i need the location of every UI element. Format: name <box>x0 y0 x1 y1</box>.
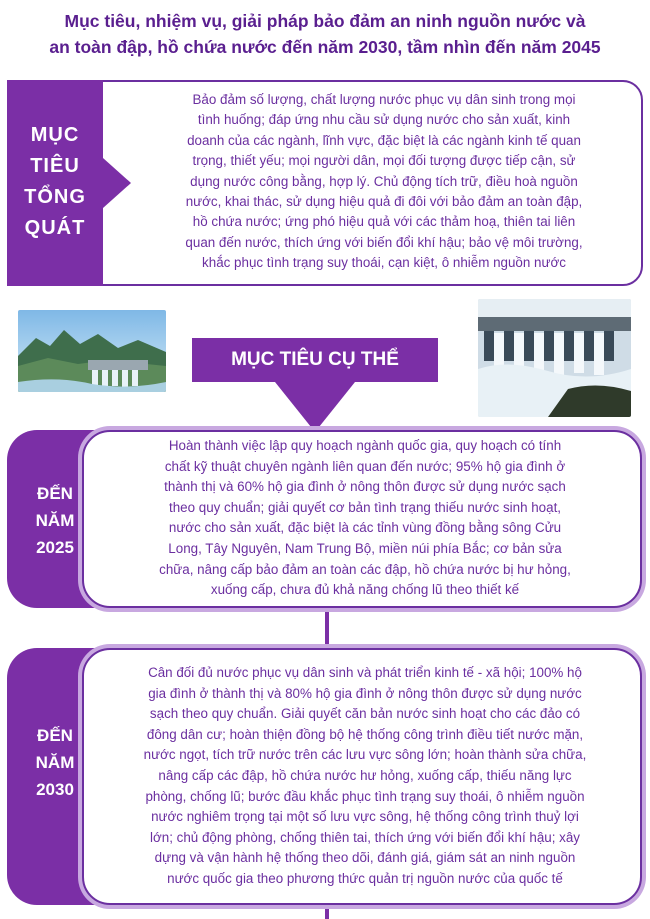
text-line: Bảo đảm số lượng, chất lượng nước phục vụ dân sinh trong mọi <box>192 92 576 107</box>
title-line-1: Mục tiêu, nhiệm vụ, giải pháp bảo đảm an ninh nguồn nước và <box>64 11 586 31</box>
text-line: dựng và vận hành hệ thống theo dõi, đánh giá, giám sát an ninh nguồn <box>154 850 576 866</box>
label-line: TIÊU <box>30 155 80 177</box>
stage-2030-label <box>7 722 103 803</box>
text-line: gia đình ở thành thị và 80% hộ gia đình ở nông thôn được sử dụng nước <box>148 685 582 701</box>
general-objective-arrow <box>103 158 131 208</box>
text-line: theo quy chuẩn; giải quyết cơ bản tình trạng thiếu nước sinh hoạt, <box>168 499 562 515</box>
text-line: chữa, nâng cấp bảo đảm an toàn các đập, hồ chứa nước bị hư hỏng, <box>159 561 571 577</box>
text-line: Hoàn thành việc lập quy hoạch ngành quốc gia, quy hoạch có tính <box>168 438 562 453</box>
stage-2025-label <box>7 480 103 561</box>
stage-2025-text <box>100 436 630 601</box>
specific-objectives-arrow <box>275 382 355 432</box>
general-objective-text <box>140 90 628 274</box>
text-line: nước quốc gia theo phương thức quản trị nguồn nước của quốc tế <box>167 870 563 886</box>
text-line: nước ngọt, tích trữ nước trên các lưu vực sông lớn; hoàn thành sửa chữa, <box>143 747 587 763</box>
text-line: xuống cấp, chưa đủ khả năng chống lũ theo thiết kế <box>210 582 520 598</box>
label-line: QUÁT <box>24 217 86 239</box>
text-line: sạch theo quy chuẩn. Giải quyết căn bản nước sinh hoạt cho các đảo có <box>149 706 581 722</box>
text-line: doanh của các ngành, lĩnh vực, đặc biệt là các ngành kinh tế quan <box>187 132 581 148</box>
label-line: TỔNG <box>24 186 86 208</box>
text-line: khắc phục tình trạng suy thoái, cạn kiệt, ô nhiễm nguồn nước <box>202 255 566 271</box>
text-line: lớn; chủ động phòng, chống thiên tai, thích ứng với biến đổi khí hậu; xây <box>149 829 581 845</box>
timeline-connector <box>325 905 329 919</box>
text-line: trọng, thiết yếu; mọi người dân, mọi đối tượng được tiếp cận, sử <box>192 153 576 169</box>
label-line: ĐẾN <box>37 484 73 503</box>
text-line: thành thị và 60% hộ gia đình ở nông thôn được sử dụng nước sạch <box>164 479 566 495</box>
title-line-2: an toàn đập, hồ chứa nước đến năm 2030, tầm nhìn đến năm 2045 <box>49 37 601 57</box>
text-line: nước nghiêm trọng tại một số lưu vực sông, hệ thống công trình thuỷ lợi <box>151 809 579 825</box>
general-objective-label <box>7 120 103 244</box>
text-line: tình huống; đáp ứng nhu cầu sử dụng nước cho sản xuất, kinh <box>197 112 571 128</box>
timeline-connector <box>325 608 329 648</box>
text-line: đông dân cư; hoàn thiện đồng bộ hệ thống công trình điều tiết nước mặn, <box>146 726 584 742</box>
label-line: NĂM <box>35 511 75 530</box>
text-line: nước, khai thác, sử dụng hiệu quả đi đôi với bảo đảm an toàn đập, <box>185 194 583 210</box>
label-line: MỤC <box>30 124 80 146</box>
text-line: phòng, chống lũ; bước đầu khắc phục tình trạng suy thoái, ô nhiễm nguồn <box>145 788 585 804</box>
text-line: hồ chứa nước; ứng phó hiệu quả với các thảm hoạ, thiên tai liên <box>192 214 576 230</box>
label-line: 2030 <box>36 780 74 799</box>
text-line: Long, Tây Nguyên, Nam Trung Bộ, miền núi phía Bắc; cơ bản sửa <box>168 540 562 556</box>
text-line: dụng nước công bằng, hợp lý. Chủ động tích trữ, điều hoà nguồn <box>190 173 578 189</box>
dam-photo-left <box>18 310 166 392</box>
text-line: nâng cấp các đập, hồ chứa nước hư hỏng, xuống cấp, thiếu năng lực <box>158 767 572 783</box>
stage-2030-text <box>100 663 630 890</box>
dam-photo-right <box>478 299 631 417</box>
text-line: nước cho sản xuất, đặc biệt là các tỉnh vùng đồng bằng sông Cửu <box>168 520 562 536</box>
text-line: chất kỹ thuật chuyên ngành liên quan đến nước; 95% hộ gia đình ở <box>164 458 566 474</box>
page-title <box>0 8 650 60</box>
label-line: 2025 <box>36 538 74 557</box>
label-line: NĂM <box>35 753 75 772</box>
label-line: ĐẾN <box>37 726 73 745</box>
text-line: Cân đối đủ nước phục vụ dân sinh và phát triển kinh tế - xã hội; 100% hộ <box>148 665 582 680</box>
specific-objectives-heading: MỤC TIÊU CỤ THỂ <box>192 338 438 382</box>
text-line: quan đến nước, thích ứng với biến đổi khí hậu; bảo vệ môi trường, <box>185 234 583 250</box>
